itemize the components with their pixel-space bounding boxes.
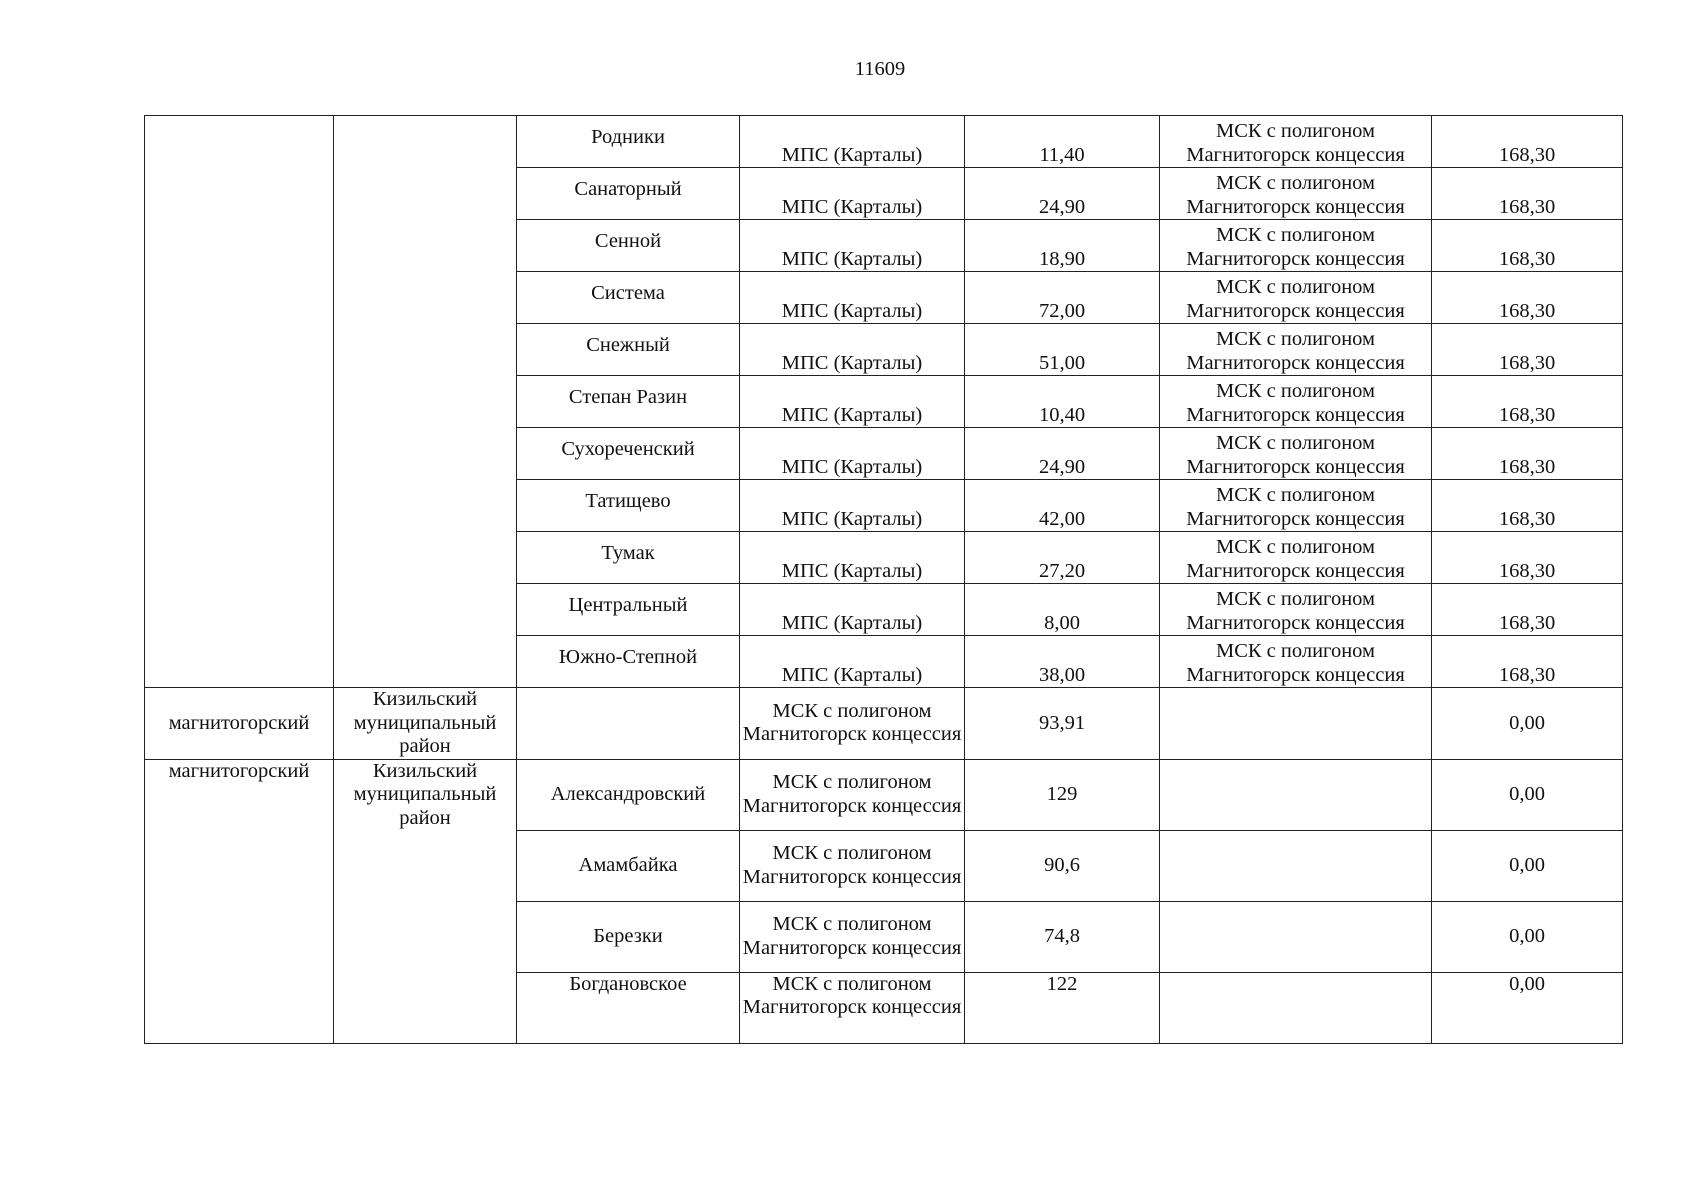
locality-cell: Центральный [517,584,740,636]
distance-cell: 24,90 [965,428,1160,480]
distance-cell: 93,91 [965,688,1160,760]
tariff-cell: 168,30 [1432,272,1623,324]
locality-cell: Родники [517,116,740,168]
locality-cell [517,688,740,760]
source-cell: МСК с полигоном Магнитогорск концессия [740,830,965,901]
tariff-cell: 168,30 [1432,376,1623,428]
source-cell: МПС (Карталы) [740,636,965,688]
source-cell: МПС (Карталы) [740,480,965,532]
distance-cell: 122 [965,972,1160,1043]
locality-cell: Снежный [517,324,740,376]
table-row [145,759,1623,830]
source-cell: МСК с полигоном Магнитогорск концессия [740,972,965,1043]
page-number: 11609 [854,58,906,80]
locality-cell: Степан Разин [517,376,740,428]
source-cell: МСК с полигоном Магнитогорск концессия [740,759,965,830]
destination-cell: МСК с полигоном Магнитогорск концессия [1160,376,1432,428]
source-cell: МСК с полигоном Магнитогорск концессия [740,901,965,972]
destination-cell [1160,759,1432,830]
tariff-cell: 168,30 [1432,532,1623,584]
source-cell: МПС (Карталы) [740,376,965,428]
locality-cell: Система [517,272,740,324]
tariff-cell: 168,30 [1432,480,1623,532]
locality-cell: Богдановское [517,972,740,1043]
zone-cell: магнитогорский [145,688,334,760]
destination-cell [1160,830,1432,901]
distance-cell: 24,90 [965,168,1160,220]
locality-cell: Амамбайка [517,830,740,901]
distance-cell: 129 [965,759,1160,830]
distance-cell: 38,00 [965,636,1160,688]
table-row [145,116,1623,168]
table-row [145,688,1623,760]
tariff-cell: 0,00 [1432,830,1623,901]
tariff-cell: 168,30 [1432,168,1623,220]
source-cell: МПС (Карталы) [740,220,965,272]
source-cell: МПС (Карталы) [740,168,965,220]
destination-cell: МСК с полигоном Магнитогорск концессия [1160,480,1432,532]
locality-cell: Сенной [517,220,740,272]
distance-cell: 11,40 [965,116,1160,168]
distance-cell: 8,00 [965,584,1160,636]
tariff-cell: 168,30 [1432,116,1623,168]
tariff-cell: 0,00 [1432,972,1623,1043]
tariff-cell: 0,00 [1432,759,1623,830]
destination-cell [1160,901,1432,972]
tariff-cell: 0,00 [1432,901,1623,972]
distance-cell: 27,20 [965,532,1160,584]
distance-cell: 72,00 [965,272,1160,324]
locality-cell: Сухореченский [517,428,740,480]
zone-cell-empty [145,116,334,688]
district-cell: Кизильский муниципальный район [334,759,517,1043]
destination-cell: МСК с полигоном Магнитогорск концессия [1160,168,1432,220]
distance-cell: 18,90 [965,220,1160,272]
destination-cell: МСК с полигоном Магнитогорск концессия [1160,220,1432,272]
destination-cell: МСК с полигоном Магнитогорск концессия [1160,584,1432,636]
source-cell: МПС (Карталы) [740,584,965,636]
locality-cell: Южно-Степной [517,636,740,688]
tariff-cell: 168,30 [1432,636,1623,688]
destination-cell: МСК с полигоном Магнитогорск концессия [1160,116,1432,168]
tariff-cell: 168,30 [1432,428,1623,480]
locality-cell: Березки [517,901,740,972]
source-cell: МПС (Карталы) [740,324,965,376]
source-cell: МПС (Карталы) [740,532,965,584]
distance-cell: 90,6 [965,830,1160,901]
tariff-cell: 168,30 [1432,324,1623,376]
source-cell: МПС (Карталы) [740,272,965,324]
distance-cell: 10,40 [965,376,1160,428]
destination-cell [1160,972,1432,1043]
destination-cell: МСК с полигоном Магнитогорск концессия [1160,532,1432,584]
source-cell: МПС (Карталы) [740,116,965,168]
tariff-cell: 168,30 [1432,220,1623,272]
locality-cell: Александровский [517,759,740,830]
locality-cell: Тумак [517,532,740,584]
destination-cell: МСК с полигоном Магнитогорск концессия [1160,272,1432,324]
distance-cell: 42,00 [965,480,1160,532]
distance-cell: 51,00 [965,324,1160,376]
district-cell-empty [334,116,517,688]
distance-cell: 74,8 [965,901,1160,972]
tariff-cell: 0,00 [1432,688,1623,760]
district-cell: Кизильский муниципальный район [334,688,517,760]
zone-cell: магнитогорский [145,759,334,1043]
destination-cell [1160,688,1432,760]
tariff-table [144,115,1623,1044]
tariff-cell: 168,30 [1432,584,1623,636]
locality-cell: Санаторный [517,168,740,220]
destination-cell: МСК с полигоном Магнитогорск концессия [1160,636,1432,688]
destination-cell: МСК с полигоном Магнитогорск концессия [1160,428,1432,480]
locality-cell: Татищево [517,480,740,532]
destination-cell: МСК с полигоном Магнитогорск концессия [1160,324,1432,376]
source-cell: МСК с полигоном Магнитогорск концессия [740,688,965,760]
source-cell: МПС (Карталы) [740,428,965,480]
